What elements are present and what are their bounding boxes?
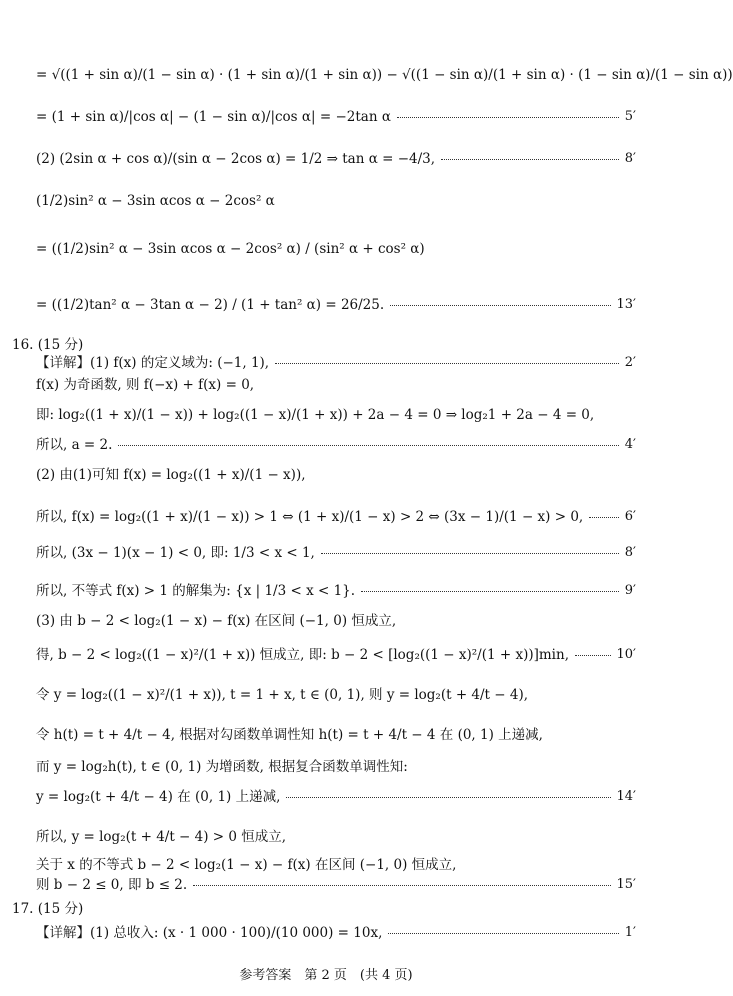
answer-text: (3) 由 b − 2 < log₂(1 − x) − f(x) 在区间 (−1, 0) 恒成立, [36,613,397,629]
answer-text: 得, b − 2 < log₂((1 − x)²/(1 + x)) 恒成立, 即: b − 2 < [log₂((1 − x)²/(1 + x))]min, [36,647,569,663]
score-mark: 5′ [624,109,636,124]
score-mark: 1′ [624,925,636,940]
score-mark: 14′ [616,789,636,804]
formula-text: = ((1/2)sin² α − 3sin αcos α − 2cos² α) / (sin² α + cos² α) [36,241,425,257]
leader-dots [118,445,618,446]
score-mark: 8′ [624,151,636,166]
leader-dots [397,117,619,118]
answer-line [36,406,636,424]
formula-line [36,296,636,314]
formula-text: (2) (2sin α + cos α)/(sin α − 2cos α) = 1/2 ⇒ tan α = −4/3, [36,151,436,167]
leader-dots [321,553,619,554]
answer-text: 【详解】(1) 总收入: (x · 1 000 · 100)/(10 000) = 10x, [36,925,383,941]
formula-line [36,66,733,84]
formula-text: = √((1 + sin α)/(1 − sin α) · (1 + sin α)/(1 + sin α)) − √((1 − sin α)/(1 + sin α) · (1 − sin α)/(1 − sin α)) [36,67,733,83]
answer-text: 所以, f(x) = log₂((1 + x)/(1 − x)) > 1 ⇔ (1 + x)/(1 − x) > 2 ⇔ (3x − 1)/(1 − x) > 0, [36,509,584,525]
answer-line [36,354,636,372]
question-number: 17. (15 分) [12,901,84,917]
answer-text: f(x) 为奇函数, 则 f(−x) + f(x) = 0, [36,377,255,393]
score-mark: 6′ [624,509,636,524]
answer-line [36,686,636,704]
score-mark: 4′ [624,437,636,452]
answer-text: 所以, a = 2. [36,437,113,453]
answer-text: 所以, (3x − 1)(x − 1) < 0, 即: 1/3 < x < 1, [36,545,315,561]
answer-line [36,544,636,562]
page-footer: 参考答案 第 2 页 (共 4 页) [239,968,413,983]
formula-text: = ((1/2)tan² α − 3tan α − 2) / (1 + tan² α) = 26/25. [36,297,385,313]
score-mark: 2′ [624,355,636,370]
leader-dots [390,305,610,306]
answer-line [36,924,636,942]
leader-dots [193,885,610,886]
answer-line [36,436,636,454]
answer-text: 关于 x 的不等式 b − 2 < log₂(1 − x) − f(x) 在区间 (−1, 0) 恒成立, [36,857,457,873]
answer-text: 令 y = log₂((1 − x)²/(1 + x)), t = 1 + x, t ∈ (0, 1), 则 y = log₂(t + 4/t − 4), [36,687,529,703]
answer-line [36,828,636,846]
score-mark: 8′ [624,545,636,560]
leader-dots [388,933,618,934]
score-mark: 9′ [624,583,636,598]
leader-dots [275,363,619,364]
answer-text: (2) 由(1)可知 f(x) = log₂((1 + x)/(1 − x)), [36,467,306,483]
answer-text: 【详解】(1) f(x) 的定义域为: (−1, 1), [36,355,270,371]
question-heading [12,900,612,918]
leader-dots [441,159,619,160]
answer-text: 则 b − 2 ≤ 0, 即 b ≤ 2. [36,877,188,893]
leader-dots [286,797,610,798]
leader-dots [361,591,619,592]
question-heading [12,336,612,354]
answer-line [36,646,636,664]
answer-line [36,856,636,874]
answer-line [36,726,636,744]
answer-line [36,612,636,630]
answer-text: 而 y = log₂h(t), t ∈ (0, 1) 为增函数, 根据复合函数单调性知: [36,759,408,775]
formula-text: = (1 + sin α)/|cos α| − (1 − sin α)/|cos α| = −2tan α [36,109,391,125]
answer-text: y = log₂(t + 4/t − 4) 在 (0, 1) 上递减, [36,789,281,805]
answer-line [36,876,636,894]
answer-line [36,508,636,526]
leader-dots [575,655,611,656]
answer-text: 所以, y = log₂(t + 4/t − 4) > 0 恒成立, [36,829,287,845]
answer-line [36,788,636,806]
answer-text: 即: log₂((1 + x)/(1 − x)) + log₂((1 − x)/(1 + x)) + 2a − 4 = 0 ⇒ log₂1 + 2a − 4 = 0, [36,407,595,423]
leader-dots [589,517,619,518]
formula-text: (1/2)sin² α − 3sin αcos α − 2cos² α [36,193,275,209]
formula-line [36,108,636,126]
formula-line [36,192,636,210]
answer-line [36,376,636,394]
answer-line [36,466,636,484]
answer-text: 令 h(t) = t + 4/t − 4, 根据对勾函数单调性知 h(t) = t + 4/t − 4 在 (0, 1) 上递减, [36,727,543,743]
answer-line [36,582,636,600]
score-mark: 15′ [616,877,636,892]
formula-line [36,150,636,168]
answer-text: 所以, 不等式 f(x) > 1 的解集为: {x | 1/3 < x < 1}. [36,583,356,599]
score-mark: 10′ [616,647,636,662]
formula-line [36,240,636,258]
question-number: 16. (15 分) [12,337,84,353]
score-mark: 13′ [616,297,636,312]
answer-line [36,758,636,776]
